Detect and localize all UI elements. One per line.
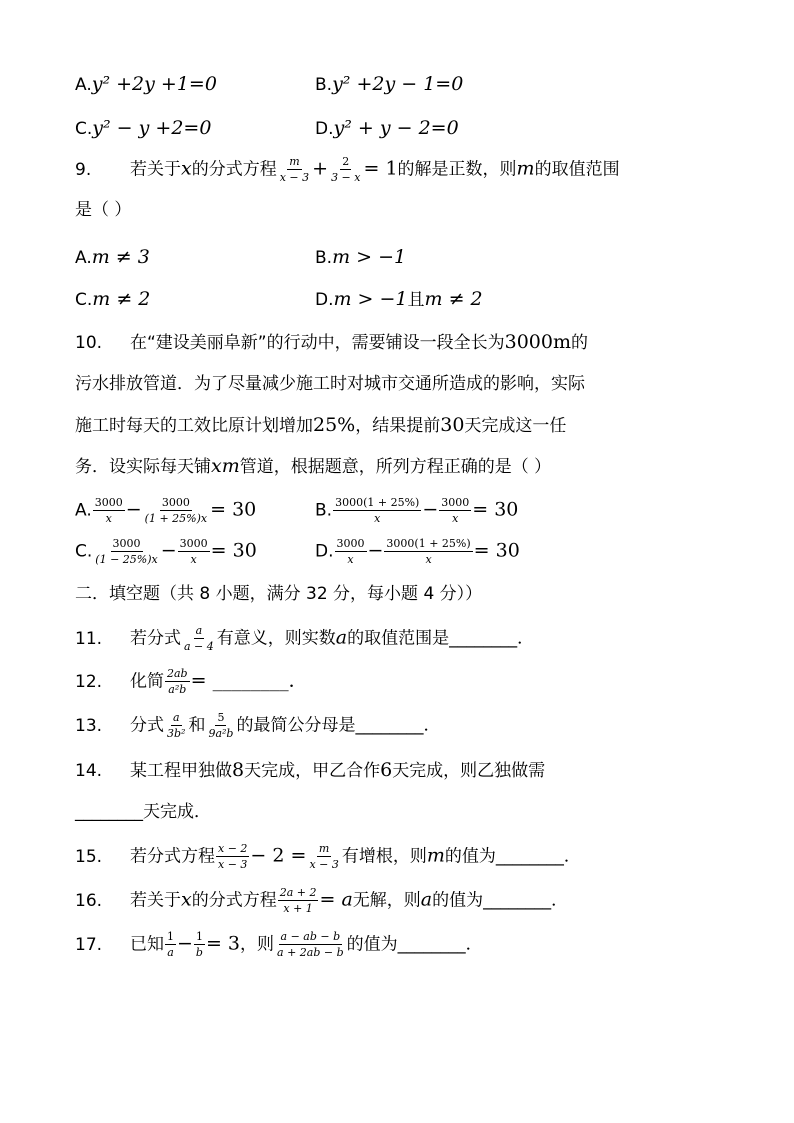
q11: 11. 若分式 $\frac{a}{a - 4}$ 有意义，则实数a的取值范围是________．	[75, 624, 535, 653]
q8-option-b: B.y² +2y − 1=0	[315, 73, 464, 95]
section-2-heading: 二．填空题（共 8 小题，满分 32 分，每小题 4 分））	[75, 584, 483, 604]
q9-option-a: A.m ≠ 3	[75, 246, 150, 268]
q15: 15. 若分式方程 $\frac{x - 2}{x - 3}$ − 2 = $\frac{m}{x - 3}$ 有增根，则m的值为________．	[75, 842, 581, 871]
q10-line-3: 施工时每天的工效比原计划增加25%，结果提前30天完成这一任	[75, 414, 567, 436]
q10-option-c: C. $\frac{3000}{(1 - 25\%)x}$ − $\frac{3000}{x}$ = 30	[75, 537, 257, 566]
q9-option-b: B.m > −1	[315, 246, 407, 268]
q9-fraction-2: $\frac{2}{3 - x}$	[331, 155, 361, 184]
q9-stem-line2: 是（ ）	[75, 200, 132, 220]
q9-stem: 9. 若关于x的分式方程 $\frac{m}{x - 3}$ + $\frac{2}{3 - x}$ = 1的解是正数，则m的取值范围	[75, 155, 620, 184]
q10-line-1: 10. 在“建设美丽阜新”的行动中，需要铺设一段全长为3000m的	[75, 331, 588, 353]
q8-option-d: D.y² + y − 2=0	[315, 117, 459, 139]
q9-number: 9.	[75, 159, 92, 180]
q9-option-d: D.m > −1且m ≠ 2	[315, 288, 483, 310]
q10-line-4: 务．设实际每天铺xm管道，根据题意，所列方程正确的是（ ）	[75, 455, 552, 477]
q8-option-a: A.y² +2y +1=0	[75, 73, 217, 95]
q10-option-a: A. $\frac{3000}{x}$ − $\frac{3000}{(1 + 25\%)x}$ = 30	[75, 496, 257, 525]
q10-option-d: D. $\frac{3000}{x}$ − $\frac{3000(1 + 25\%)}{x}$ = 30	[315, 537, 520, 566]
q13: 13. 分式 $\frac{a}{\text{3b²}}$ 和 $\frac{5}{\text{9a²b}}$ 的最简公分母是________．	[75, 711, 441, 740]
q14: 14. 某工程甲独做8天完成，甲乙合作6天完成，则乙独做需	[75, 759, 546, 781]
q8-option-d-expr: y² + y − 2=0	[333, 117, 459, 139]
q17: 17. 已知 $\frac{1}{a}$ − $\frac{1}{b}$ = 3，则 $\frac{a - ab - b}{a + 2ab - b}$ 的值为________．	[75, 930, 483, 959]
q9-option-c: C.m ≠ 2	[75, 288, 151, 310]
q9-fraction-1: $\frac{m}{x - 3}$	[279, 155, 310, 184]
q14-line2: ________天完成．	[75, 802, 211, 822]
q10-line-2: 污水排放管道．为了尽量减少施工时对城市交通所造成的影响，实际	[75, 374, 585, 394]
q8-option-c-expr: y² − y +2=0	[92, 117, 212, 139]
q8-option-c: C.y² − y +2=0	[75, 117, 212, 139]
q16: 16. 若关于x的分式方程 $\frac{2a + 2}{x + 1}$ = a无解，则a的值为________．	[75, 886, 569, 915]
q10-option-b: B. $\frac{3000(1 + 25\%)}{x}$ − $\frac{3000}{x}$ = 30	[315, 496, 519, 525]
q12: 12. 化简 $\frac{2ab}{\text{a²b}}$ = ________．	[75, 667, 308, 696]
q10-number: 10.	[75, 333, 103, 353]
q8-option-a-expr: y² +2y +1=0	[91, 73, 217, 95]
q8-option-b-expr: y² +2y − 1=0	[332, 73, 464, 95]
